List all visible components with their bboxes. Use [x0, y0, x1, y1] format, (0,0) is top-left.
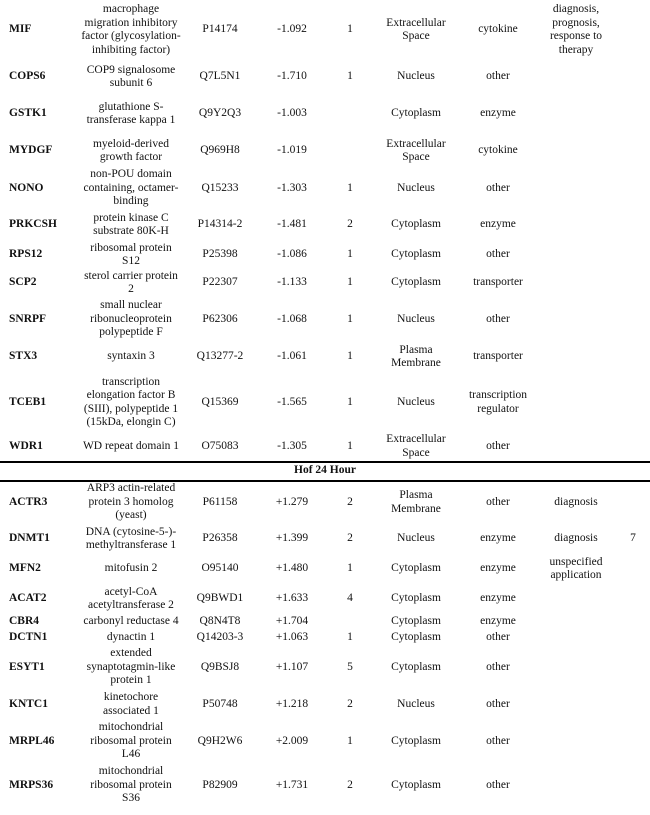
protein-type: other	[486, 181, 510, 194]
extra-value	[616, 646, 650, 690]
location: Cytoplasm	[391, 660, 441, 673]
protein-name: myeloid-derived growth factor	[92, 137, 169, 163]
biomarker-application: diagnosis, prognosis, response to therapy	[549, 3, 603, 56]
protein-name: mitochondrial ribosomal protein L46	[90, 721, 172, 761]
uniprot-id: Q969H8	[200, 144, 240, 157]
biomarker-application	[536, 433, 616, 462]
table-row	[0, 209, 650, 242]
fold-change: -1.068	[277, 312, 307, 325]
uniprot-id: P50748	[202, 697, 238, 710]
table-row	[0, 134, 650, 168]
protein-name: COP9 signalosome subunit 6	[86, 63, 176, 89]
extra-value	[616, 630, 650, 646]
location: Nucleus	[397, 532, 435, 545]
fold-change: -1.303	[277, 181, 307, 194]
table-row	[0, 373, 650, 433]
extra-value: 7	[630, 532, 636, 545]
uniprot-id: Q15233	[201, 181, 239, 194]
location: Extracellular Space	[386, 137, 446, 163]
extra-value	[616, 242, 650, 269]
count: 5	[347, 660, 353, 673]
fold-change: -1.565	[277, 395, 307, 408]
extra-value	[616, 720, 650, 764]
protein-type: transporter	[473, 276, 523, 289]
count: 1	[347, 395, 353, 408]
count: 2	[347, 697, 353, 710]
count: 2	[347, 218, 353, 231]
biomarker-application	[536, 168, 616, 209]
protein-type: other	[486, 439, 510, 452]
extra-value	[616, 433, 650, 462]
gene-symbol: TCEB1	[9, 395, 47, 408]
fold-change: +1.633	[275, 592, 309, 605]
table-row	[0, 584, 650, 615]
protein-type: enzyme	[480, 107, 516, 120]
protein-type: other	[486, 248, 510, 261]
protein-type: other	[486, 495, 510, 508]
count: 2	[347, 495, 353, 508]
protein-type: transporter	[473, 350, 523, 363]
fold-change: +1.399	[275, 532, 309, 545]
extra-value	[616, 298, 650, 342]
biomarker-application	[536, 242, 616, 269]
gene-symbol: ESYT1	[9, 660, 45, 673]
biomarker-application	[536, 690, 616, 720]
extra-value	[616, 342, 650, 373]
uniprot-id: P14174	[202, 23, 238, 36]
protein-type: transcription regulator	[468, 389, 528, 415]
biomarker-application: diagnosis	[554, 532, 598, 545]
fold-change: +1.063	[275, 630, 309, 643]
gene-symbol: PRKCSH	[9, 218, 57, 231]
count	[328, 615, 372, 630]
protein-name: DNA (cytosine-5-)-methyltransferase 1	[85, 525, 177, 551]
protein-name: macrophage migration inhibitory factor (glycosylation-inhibiting factor)	[81, 3, 181, 56]
protein-name: small nuclear ribonucleoprotein polypeptide F	[90, 299, 172, 339]
table-row	[0, 630, 650, 646]
uniprot-id: Q15369	[201, 395, 239, 408]
protein-name: ARP3 actin-related protein 3 homolog (yeast)	[86, 482, 176, 522]
count: 2	[347, 778, 353, 791]
table-row	[0, 764, 650, 808]
biomarker-application	[536, 584, 616, 615]
location: Nucleus	[397, 697, 435, 710]
gene-symbol: STX3	[9, 350, 38, 363]
table-row	[0, 94, 650, 134]
protein-type: cytokine	[478, 144, 518, 157]
location: Cytoplasm	[391, 630, 441, 643]
location: Cytoplasm	[391, 107, 441, 120]
protein-type: other	[486, 778, 510, 791]
protein-name: dynactin 1	[106, 630, 156, 643]
location: Nucleus	[397, 395, 435, 408]
gene-symbol: DNMT1	[9, 532, 50, 545]
count: 1	[347, 439, 353, 452]
gene-symbol: CBR4	[9, 615, 40, 628]
fold-change: -1.481	[277, 218, 307, 231]
gene-symbol: SCP2	[9, 276, 37, 289]
table-row	[0, 168, 650, 209]
location: Nucleus	[397, 312, 435, 325]
gene-symbol: WDR1	[9, 439, 43, 452]
protein-type: other	[486, 70, 510, 83]
biomarker-application	[536, 60, 616, 94]
table-row	[0, 269, 650, 298]
section-label: Hof 24 Hour	[0, 462, 650, 481]
table-row	[0, 242, 650, 269]
extra-value	[616, 764, 650, 808]
protein-type: cytokine	[478, 23, 518, 36]
table-body-bottom	[0, 481, 650, 808]
uniprot-id: P26358	[202, 532, 238, 545]
uniprot-id: Q9H2W6	[197, 734, 243, 747]
table-row	[0, 690, 650, 720]
uniprot-id: P25398	[202, 248, 238, 261]
table-row	[0, 342, 650, 373]
count: 4	[347, 592, 353, 605]
protein-name: extended synaptotagmin-like protein 1	[86, 647, 176, 687]
protein-type: enzyme	[480, 562, 516, 575]
biomarker-application	[536, 615, 616, 630]
protein-name: carbonyl reductase 4	[83, 615, 179, 628]
uniprot-id: Q8N4T8	[199, 615, 241, 628]
uniprot-id: Q7L5N1	[199, 70, 241, 83]
protein-name: kinetochore associated 1	[103, 691, 159, 717]
fold-change: +2.009	[275, 734, 309, 747]
location: Extracellular Space	[386, 433, 446, 459]
count: 2	[347, 532, 353, 545]
count: 1	[347, 350, 353, 363]
biomarker-application	[536, 134, 616, 168]
table-row	[0, 646, 650, 690]
biomarker-application	[536, 764, 616, 808]
location: Extracellular Space	[386, 16, 446, 42]
table-row	[0, 555, 650, 584]
fold-change: +1.480	[275, 562, 309, 575]
location: Cytoplasm	[391, 276, 441, 289]
uniprot-id: P62306	[202, 312, 238, 325]
extra-value	[616, 555, 650, 584]
protein-name: non-POU domain containing, octamer-binding	[83, 168, 179, 207]
table-row	[0, 433, 650, 462]
location: Cytoplasm	[391, 218, 441, 231]
count	[328, 94, 372, 134]
protein-type: enzyme	[480, 615, 516, 628]
biomarker-application	[536, 720, 616, 764]
gene-symbol: RPS12	[9, 248, 43, 261]
protein-name: transcription elongation factor B (SIII), polypeptide 1 (15kDa, elongin C)	[83, 375, 179, 428]
fold-change: +1.107	[275, 660, 309, 673]
biomarker-application	[536, 298, 616, 342]
protein-type: other	[486, 734, 510, 747]
protein-type: enzyme	[480, 592, 516, 605]
uniprot-id: Q9BWD1	[196, 592, 244, 605]
extra-value	[616, 584, 650, 615]
gene-symbol: MRPS36	[9, 778, 54, 791]
fold-change: -1.003	[277, 107, 307, 120]
fold-change: -1.086	[277, 248, 307, 261]
protein-type: other	[486, 660, 510, 673]
count: 1	[347, 181, 353, 194]
protein-type: other	[486, 630, 510, 643]
protein-name: glutathione S-transferase kappa 1	[86, 100, 176, 126]
count: 1	[347, 562, 353, 575]
biomarker-application	[536, 646, 616, 690]
fold-change: -1.305	[277, 439, 307, 452]
count: 1	[347, 70, 353, 83]
gene-symbol: ACAT2	[9, 592, 47, 605]
extra-value	[616, 269, 650, 298]
extra-value	[616, 60, 650, 94]
protein-name: syntaxin 3	[107, 350, 155, 363]
biomarker-application: unspecified application	[549, 555, 603, 581]
biomarker-application: diagnosis	[554, 495, 598, 508]
protein-name: mitofusin 2	[104, 562, 158, 575]
count: 1	[347, 630, 353, 643]
biomarker-application	[536, 373, 616, 433]
location: Cytoplasm	[391, 592, 441, 605]
gene-symbol: COPS6	[9, 70, 46, 83]
protein-type: other	[486, 312, 510, 325]
gene-symbol: MIF	[9, 23, 32, 36]
gene-symbol: MFN2	[9, 562, 41, 575]
count: 1	[347, 276, 353, 289]
fold-change: +1.218	[275, 697, 309, 710]
fold-change: -1.092	[277, 23, 307, 36]
location: Plasma Membrane	[391, 489, 441, 515]
protein-name: WD repeat domain 1	[82, 439, 180, 452]
fold-change: -1.710	[277, 70, 307, 83]
uniprot-id: Q14203-3	[196, 630, 244, 643]
biomarker-application	[536, 94, 616, 134]
uniprot-id: O75083	[201, 439, 239, 452]
extra-value	[616, 615, 650, 630]
protein-name: sterol carrier protein 2	[84, 269, 178, 295]
extra-value	[616, 690, 650, 720]
count: 1	[347, 734, 353, 747]
uniprot-id: Q9Y2Q3	[198, 107, 242, 120]
gene-symbol: KNTC1	[9, 697, 48, 710]
biomarker-application	[536, 209, 616, 242]
table-row	[0, 0, 650, 60]
uniprot-id: P22307	[202, 276, 238, 289]
fold-change: +1.279	[275, 495, 309, 508]
extra-value	[616, 134, 650, 168]
table-row	[0, 60, 650, 94]
extra-value	[616, 94, 650, 134]
location: Cytoplasm	[391, 562, 441, 575]
count: 1	[347, 312, 353, 325]
section-header	[0, 462, 650, 481]
biomarker-application	[536, 630, 616, 646]
gene-symbol: ACTR3	[9, 495, 48, 508]
protein-type: enzyme	[480, 218, 516, 231]
location: Cytoplasm	[391, 734, 441, 747]
extra-value	[616, 0, 650, 60]
location: Plasma Membrane	[391, 343, 441, 369]
gene-symbol: MRPL46	[9, 734, 55, 747]
uniprot-id: Q9BSJ8	[200, 660, 240, 673]
protein-name: protein kinase C substrate 80K-H	[93, 211, 169, 237]
biomarker-application	[536, 342, 616, 373]
fold-change: -1.061	[277, 350, 307, 363]
location: Nucleus	[397, 70, 435, 83]
protein-name: ribosomal protein S12	[90, 241, 172, 267]
gene-symbol: MYDGF	[9, 144, 53, 157]
uniprot-id: P14314-2	[197, 218, 243, 231]
table-row	[0, 720, 650, 764]
count: 1	[347, 248, 353, 261]
location: Cytoplasm	[391, 778, 441, 791]
uniprot-id: Q13277-2	[196, 350, 244, 363]
uniprot-id: O95140	[201, 562, 239, 575]
extra-value	[616, 168, 650, 209]
fold-change: -1.133	[277, 276, 307, 289]
protein-type: enzyme	[480, 532, 516, 545]
table-row	[0, 615, 650, 630]
gene-symbol: SNRPF	[9, 312, 47, 325]
protein-name: acetyl-CoA acetyltransferase 2	[88, 585, 174, 611]
count	[328, 134, 372, 168]
gene-symbol: GSTK1	[9, 107, 47, 120]
gene-symbol: DCTN1	[9, 630, 48, 643]
fold-change: -1.019	[277, 144, 307, 157]
protein-name: mitochondrial ribosomal protein S36	[90, 765, 172, 805]
table-row	[0, 481, 650, 524]
extra-value	[616, 481, 650, 524]
count: 1	[347, 23, 353, 36]
table-row	[0, 524, 650, 555]
biomarker-application	[536, 269, 616, 298]
uniprot-id: P82909	[202, 778, 238, 791]
extra-value	[616, 373, 650, 433]
uniprot-id: P61158	[202, 495, 238, 508]
section-row	[0, 462, 650, 481]
table-row	[0, 298, 650, 342]
fold-change: +1.704	[275, 615, 309, 628]
location: Cytoplasm	[391, 248, 441, 261]
gene-symbol: NONO	[9, 181, 44, 194]
location: Cytoplasm	[391, 615, 441, 628]
location: Nucleus	[397, 181, 435, 194]
fold-change: +1.731	[275, 778, 309, 791]
extra-value	[616, 209, 650, 242]
protein-type: other	[486, 697, 510, 710]
